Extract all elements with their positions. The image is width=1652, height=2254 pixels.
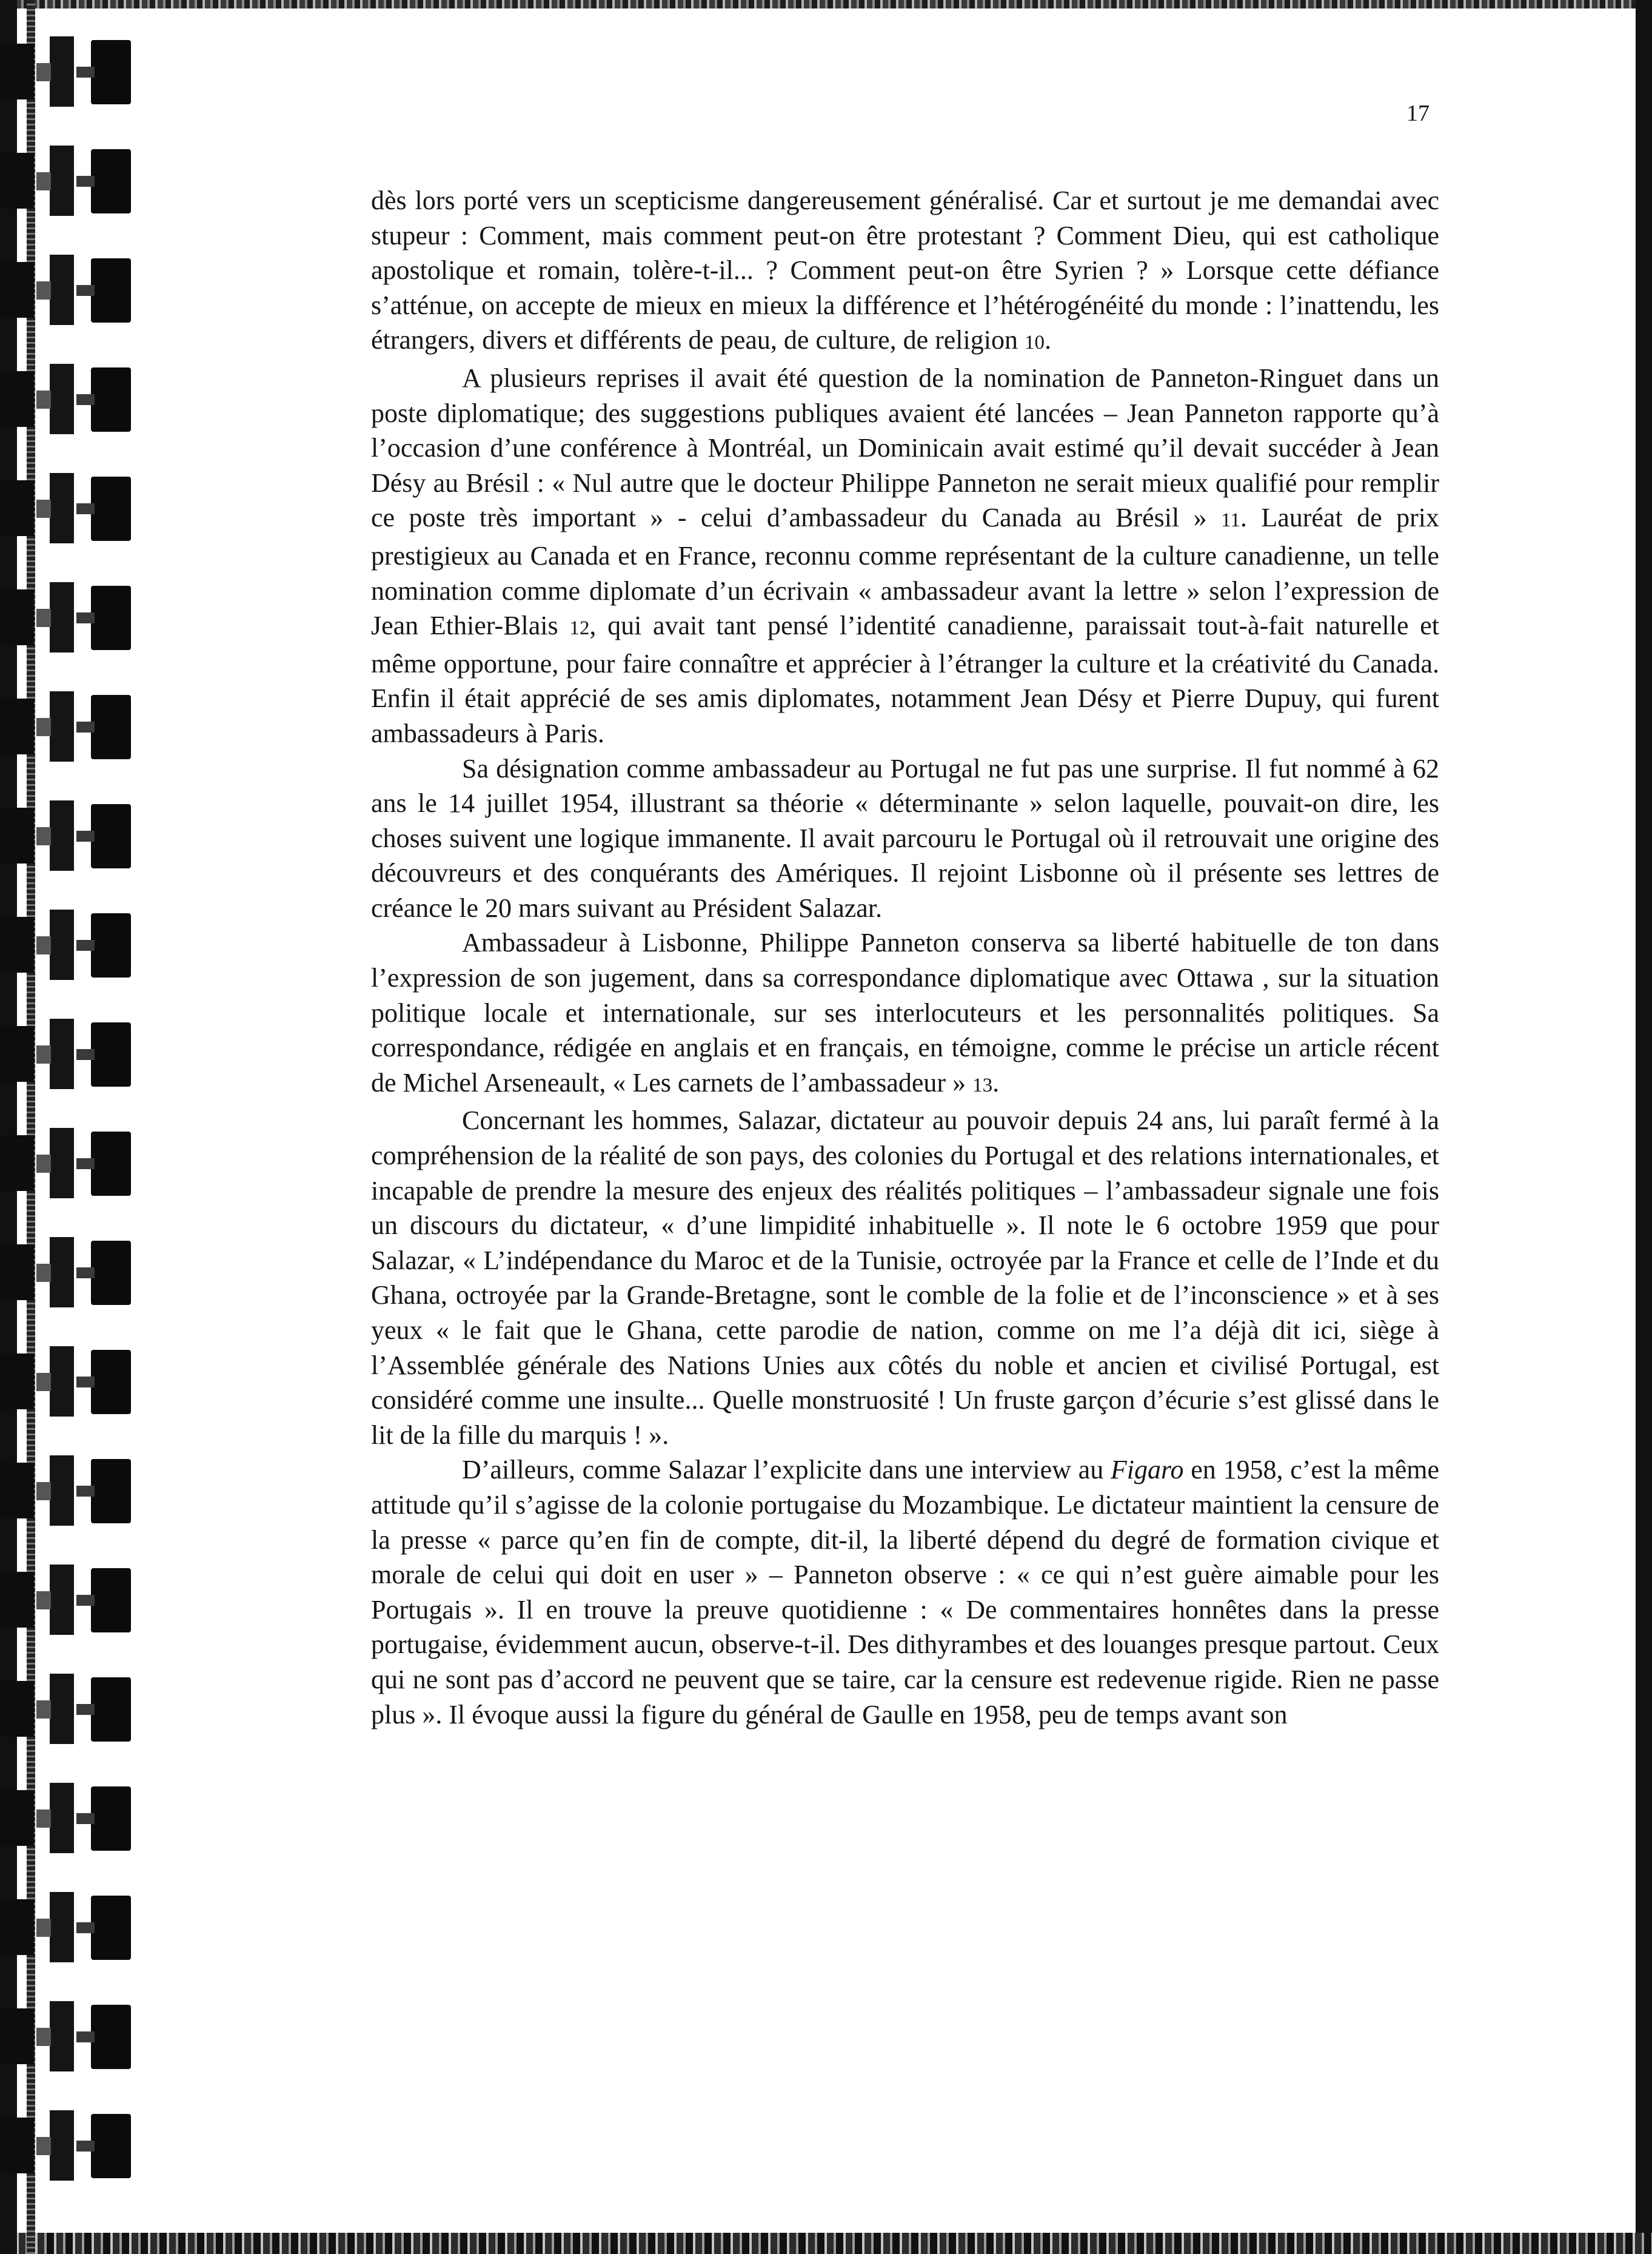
paragraph-text: Concernant les hommes, Salazar, dictateur au pouvoir depuis 24 ans, lui paraît fermé à la compréhension de la réalité de son pays, des colonies du Portugal et des relations internationales, et incapable de prendre la mesure des enjeux des réalités politiques – l’ambassadeur signale une fois un discours du dictateur, « d’une limpidité inhabituelle ». Il note le 6 octobre 1959 que pour Salazar, « L’indépendance du Maroc et de la Tunisie, octroyée par la France et celle de l’Inde et du Ghana, octroyée par la Grande-Bretagne, sont le comble de la folie et de l’inconscience » et à ses yeux « le fait que le Ghana, cette parodie de nation, comme on me l’a déjà dit ici, siège à l’Assemblée générale des Nations Unies aux côtés du noble et ancien et civilisé Portugal, est considéré comme une insulte... Quelle monstruosité ! Un fruste garçon d’écurie s’est glissé dans le lit de la fille du marquis ! ». [371, 1105, 1439, 1450]
body-paragraph [371, 183, 1439, 361]
binding-coil [0, 2110, 141, 2183]
binding-coil [0, 1237, 141, 1310]
paragraph-text: . Lauréat de prix prestigieux au Canada et en France, reconnu comme représentant de la culture canadienne, un telle nomination comme diplomate d’un écrivain « ambassadeur avant la lettre » selon l’expression de Jean Ethier-Blais [371, 503, 1439, 641]
paragraph-text: , qui avait tant pensé l’identité canadienne, paraissait tout-à-fait naturelle et même opportune, pour faire connaître et apprécier à l’étranger la culture et la créativité du Canada. Enfin il était apprécié de ses amis diplomates, notamment Jean Désy et Pierre Dupuy, qui furent ambassadeurs à Paris. [371, 611, 1439, 748]
paragraph-text: Sa désignation comme ambassadeur au Portugal ne fut pas une surprise. Il fut nommé à 62 ans le 14 juillet 1954, illustrant sa théorie « déterminante » selon laquelle, pouvait-on dire, les choses suivent une logique immanente. Il avait parcouru le Portugal où il retrouvait une origine des découvreurs et des conquérants des Amériques. Il rejoint Lisbonne où il présente ses lettres de créance le 20 mars suivant au Président Salazar. [371, 753, 1439, 923]
binding-coil [0, 1019, 141, 1092]
binding-coil [0, 255, 141, 327]
binding-coil [0, 1455, 141, 1528]
document-body [371, 183, 1439, 1732]
page-number: 17 [1406, 101, 1430, 126]
footnote-reference: 13 [972, 1074, 993, 1096]
scan-border-top [0, 0, 1652, 8]
binding-coil [0, 1674, 141, 1746]
binding-coil [0, 1565, 141, 1637]
binding-coil [0, 1892, 141, 1965]
binding-coil [0, 582, 141, 655]
binding-coil [0, 800, 141, 873]
binding-coil [0, 146, 141, 218]
binding-coil [0, 910, 141, 982]
paragraph-text: . [992, 1067, 1000, 1098]
paragraph-text: A plusieurs reprises il avait été question de la nomination de Panneton-Ringuet dans un poste diplomatique; des suggestions publiques avaient été lancées – Jean Panneton rapporte qu’à l’occasion d’une conférence à Montréal, un Dominicain avait estimé qu’il devait succéder à Jean Désy au Brésil : « Nul autre que le docteur Philippe Panneton ne serait mieux qualifié pour remplir ce poste très important » - celui d’ambassadeur du Canada au Brésil » [371, 363, 1439, 533]
paragraph-text: D’ailleurs, comme Salazar l’explicite dans une interview au [462, 1455, 1111, 1485]
footnote-reference: 12 [569, 617, 590, 640]
footnote-reference: 11 [1221, 509, 1240, 532]
binding-coil [0, 2001, 141, 2074]
italic-title: Figaro [1110, 1455, 1184, 1485]
body-paragraph [371, 1452, 1439, 1732]
paragraph-text: Ambassadeur à Lisbonne, Philippe Panneton conserva sa liberté habituelle de ton dans l’expression de son jugement, dans sa correspondance diplomatique avec Ottawa , sur la situation politique locale et internationale, sur ses interlocuteurs et les personnalités politiques. Sa correspondance, rédigée en anglais et en français, en témoigne, comme le précise un article récent de Michel Arseneault, « Les carnets de l’ambassadeur » [371, 928, 1439, 1098]
binding-coil [0, 1128, 141, 1201]
binding-coil [0, 36, 141, 109]
paragraph-text: en 1958, c’est la même attitude qu’il s’agisse de la colonie portugaise du Mozambique. Le dictateur maintient la censure de la presse « parce qu’en fin de compte, dit-il, la liberté dépend du degré de formation civique et morale de celui qui doit en user » – Panneton observe : « ce qui n’est guère aimable pour les Portugais ». Il en trouve la preuve quotidienne : « De commentaires honnêtes dans la presse portugaise, évidemment aucun, observe-t-il. Des dithyrambes et des louanges presque partout. Ceux qui ne sont pas d’accord ne peuvent que se taire, car la censure est redevenue rigide. Rien ne passe plus ». Il évoque aussi la figure du général de Gaulle en 1958, peu de temps avant son [371, 1455, 1439, 1729]
binding-coil [0, 1783, 141, 1856]
body-paragraph [371, 1103, 1439, 1452]
spiral-binding [0, 0, 142, 2254]
scan-border-bottom [0, 2233, 1652, 2254]
binding-coil [0, 691, 141, 764]
scan-border-right [1636, 0, 1652, 2254]
binding-coil [0, 473, 141, 546]
binding-coil [0, 364, 141, 437]
body-paragraph [371, 361, 1439, 751]
paragraph-text: . [1044, 325, 1051, 355]
body-paragraph [371, 751, 1439, 926]
footnote-reference: 10 [1024, 332, 1045, 354]
body-paragraph [371, 925, 1439, 1103]
binding-coil [0, 1346, 141, 1419]
paragraph-text: dès lors porté vers un scepticisme dangereusement généralisé. Car et surtout je me demandai avec stupeur : Comment, mais comment peut-on être protestant ? Comment Dieu, qui est catholique apostolique et romain, tolère-t-il... ? Comment peut-on être Syrien ? » Lorsque cette défiance s’atténue, on accepte de mieux en mieux la différence et l’hétérogénéité du monde : l’inattendu, les étrangers, divers et différents de peau, de culture, de religion [371, 186, 1439, 355]
